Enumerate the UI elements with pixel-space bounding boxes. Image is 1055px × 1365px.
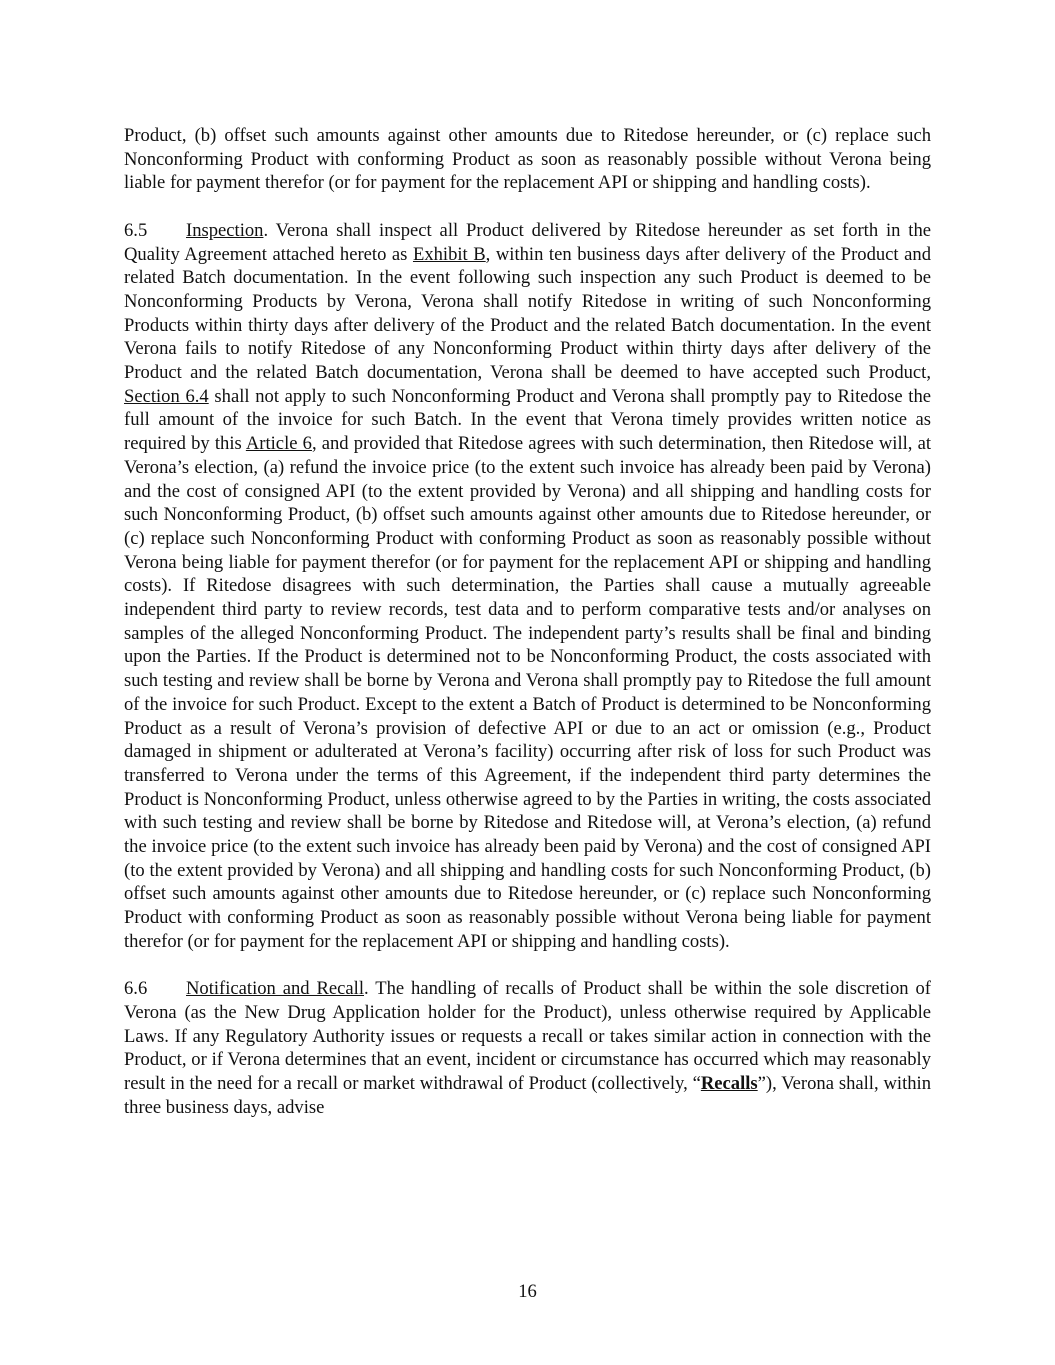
section-text-2: ”), Verona shall, within three business days, advise bbox=[124, 1073, 931, 1118]
document-page bbox=[124, 124, 931, 1120]
exhibit-b-reference: Exhibit B bbox=[412, 243, 486, 265]
carryover-text: Product, (b) offset such amounts against other amounts due to Ritedose hereunder, or (c) replace such Nonconforming Product with conforming Product as soon as reasonably possible without Verona being liable for payment therefor (or for payment for the replacement API or shipping and handling costs). bbox=[124, 125, 931, 194]
section-6-4-reference: Section 6.4 bbox=[124, 385, 209, 407]
section-number: 6.6 bbox=[124, 978, 148, 1000]
section-6-5-paragraph bbox=[124, 219, 931, 954]
carryover-paragraph bbox=[124, 124, 931, 195]
section-text-1: . The handling of recalls of Product shall be within the sole discretion of Verona (as the New Drug Application holder for the Product), unless otherwise required by Applicable Laws. If any Regulatory Authority issues or requests a recall or takes similar action in connection with the Product, or if Verona determines that an event, incident or circumstance has occurred which may reasonably result in the need for a recall or market withdrawal of Product (collectively, “ bbox=[124, 978, 931, 1095]
defined-term-recalls: Recalls bbox=[700, 1073, 758, 1095]
page-number: 16 bbox=[518, 1281, 537, 1302]
section-text-4: , and provided that Ritedose agrees with such determination, then Ritedose will, at Verona’s election, (a) refund the invoice price (to the extent such invoice has already been paid by Verona) and the cost of consigned API (to the extent provided by Verona) and all shipping and handling costs for such Nonconforming Product, (b) offset such amounts against other amounts due to Ritedose hereunder, or (c) replace such Nonconforming Product with conforming Product as soon as reasonably possible without Verona being liable for payment therefor (or for payment for the replacement API or shipping and handling costs). If Ritedose disagrees with such determination, the Parties shall cause a mutually agreeable independent third party to review records, test data and to perform comparative tests and/or analyses on samples of the alleged Nonconforming Product. The independent party’s results shall be final and binding upon the Parties. If the Product is determined not to be Nonconforming Product, the costs associated with such testing and review shall be borne by Verona and Verona shall promptly pay to Ritedose the full amount of the invoice for such Product. Except to the extent a Batch of Product is determined to be Nonconforming Product as a result of Verona’s provision of defective API or due to an act or omission (e.g., Product damaged in shipment or adulterated at Verona’s facility) occurring after risk of loss for such Product was transferred to Verona under the terms of this Agreement, if the independent third party determines the Product is Nonconforming Product, unless otherwise agreed to by the Parties in writing, the costs associated with such testing and review shall be borne by Ritedose and Ritedose will, at Verona’s election, (a) refund the invoice price (to the extent such invoice has already been paid by Verona) and the cost of consigned API (to the extent provided by Verona) and all shipping and handling costs for such Nonconforming Product, (b) offset such amounts against other amounts due to Ritedose hereunder, or (c) replace such Nonconforming Product with conforming Product as soon as reasonably possible without Verona being liable for payment therefor (or for payment for the replacement API or shipping and handling costs). bbox=[124, 433, 932, 952]
section-heading: Notification and Recall bbox=[186, 978, 364, 1000]
article-6-reference: Article 6 bbox=[245, 433, 312, 455]
section-6-6-paragraph bbox=[124, 977, 931, 1119]
paragraph-gap bbox=[124, 195, 931, 219]
section-heading: Inspection bbox=[186, 219, 264, 241]
section-text-2: , within ten business days after delivery of the Product and related Batch documentation. In the event following such inspection any such Product is deemed to be Nonconforming Products by Verona, Verona shall notify Ritedose in writing of such Nonconforming Products within thirty days after delivery of the Product and the related Batch documentation. In the event Verona fails to notify Ritedose of any Nonconforming Product within thirty days after delivery of the Product and the related Batch documentation, Verona shall be deemed to have accepted such Product, bbox=[124, 243, 931, 384]
section-text-3: shall not apply to such Nonconforming Product and Verona shall promptly pay to Ritedose the full amount of the invoice for such Batch. In the event that Verona timely provides written notice as required by this bbox=[124, 385, 931, 455]
section-number: 6.5 bbox=[124, 219, 148, 241]
section-text-1: . Verona shall inspect all Product delivered by Ritedose hereunder as set forth in the Quality Agreement attached hereto as bbox=[124, 219, 931, 265]
paragraph-gap bbox=[124, 954, 931, 978]
